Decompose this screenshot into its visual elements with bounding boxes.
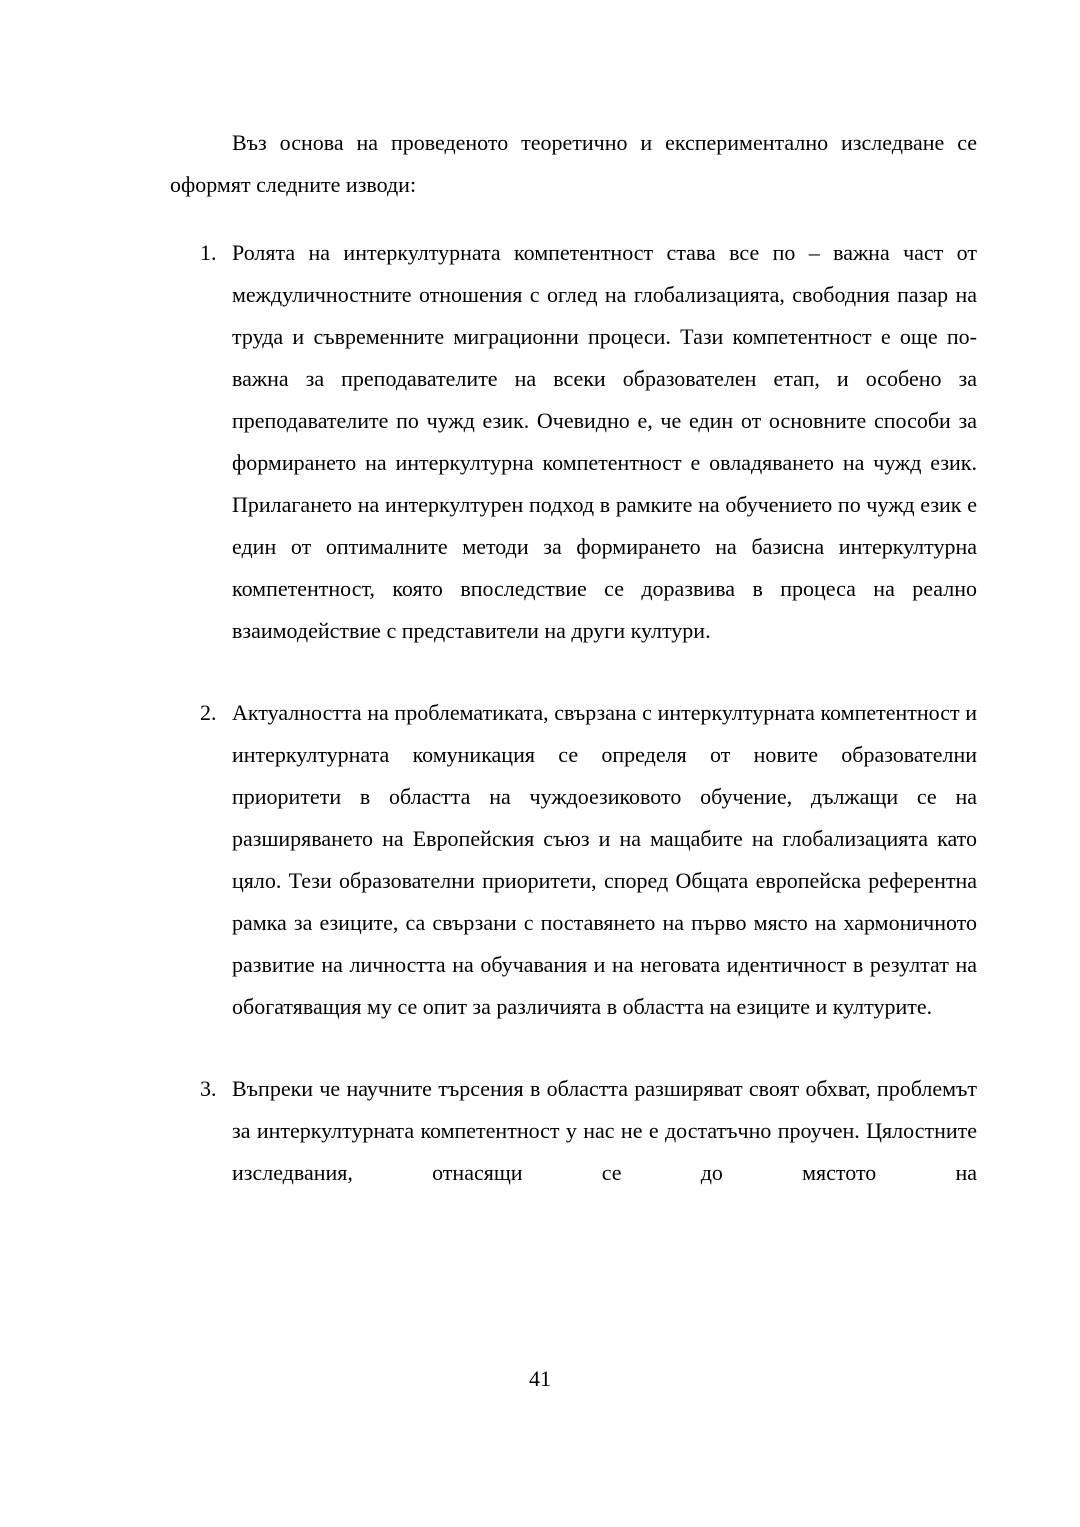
list-item [200, 1068, 977, 1194]
list-item-text: Въпреки че научните търсения в областта разширяват своят обхват, проблемът за интеркултурната компетентност у нас не е достатъчно проучен. Цялостните изследвания, отнасящи се до мястото на [232, 1076, 977, 1185]
list-item [200, 232, 977, 652]
list-item [200, 692, 977, 1028]
list-item-number: 3. [200, 1076, 217, 1101]
list-item-text: Актуалността на проблематиката, свързана с интеркултурната компетентност и интеркултурната комуникация се определя от новите образователни приоритети в областта на чуждоезиковото обучение, дължащи се на разширяването на Европейския съюз и на мащабите на глобализацията като цяло. Тези образователни приоритети, според Общата европейска референтна рамка за езиците, са свързани с поставянето на първо място на хармоничното развитие на личността на обучавания и на неговата идентичност в резултат на обогатяващия му се опит за различията в областта на езиците и културите. [232, 700, 977, 1019]
list-item-text: Ролята на интеркултурната компетентност става все по – важна част от междуличностните отношения с оглед на глобализацията, свободния пазар на труда и съвременните миграционни процеси. Тази компетентност е още по-важна за преподавателите на всеки образователен етап, и особено за преподавателите по чужд език. Очевидно е, че един от основните способи за формирането на интеркултурна компетентност е овладяването на чужд език. Прилагането на интеркултурен подход в рамките на обучението по чужд език е един от оптималните методи за формирането на базисна интеркултурна компетентност, която впоследствие се доразвива в процеса на реално взаимодействие с представители на други култури. [232, 240, 977, 643]
list-item-number: 1. [200, 240, 217, 265]
intro-paragraph: Въз основа на проведеното теоретично и експериментално изследване се оформят следните изводи: [170, 130, 977, 197]
list-item-number: 2. [200, 700, 217, 725]
page-number: 41 [529, 1366, 551, 1391]
conclusions-list [170, 232, 977, 1194]
